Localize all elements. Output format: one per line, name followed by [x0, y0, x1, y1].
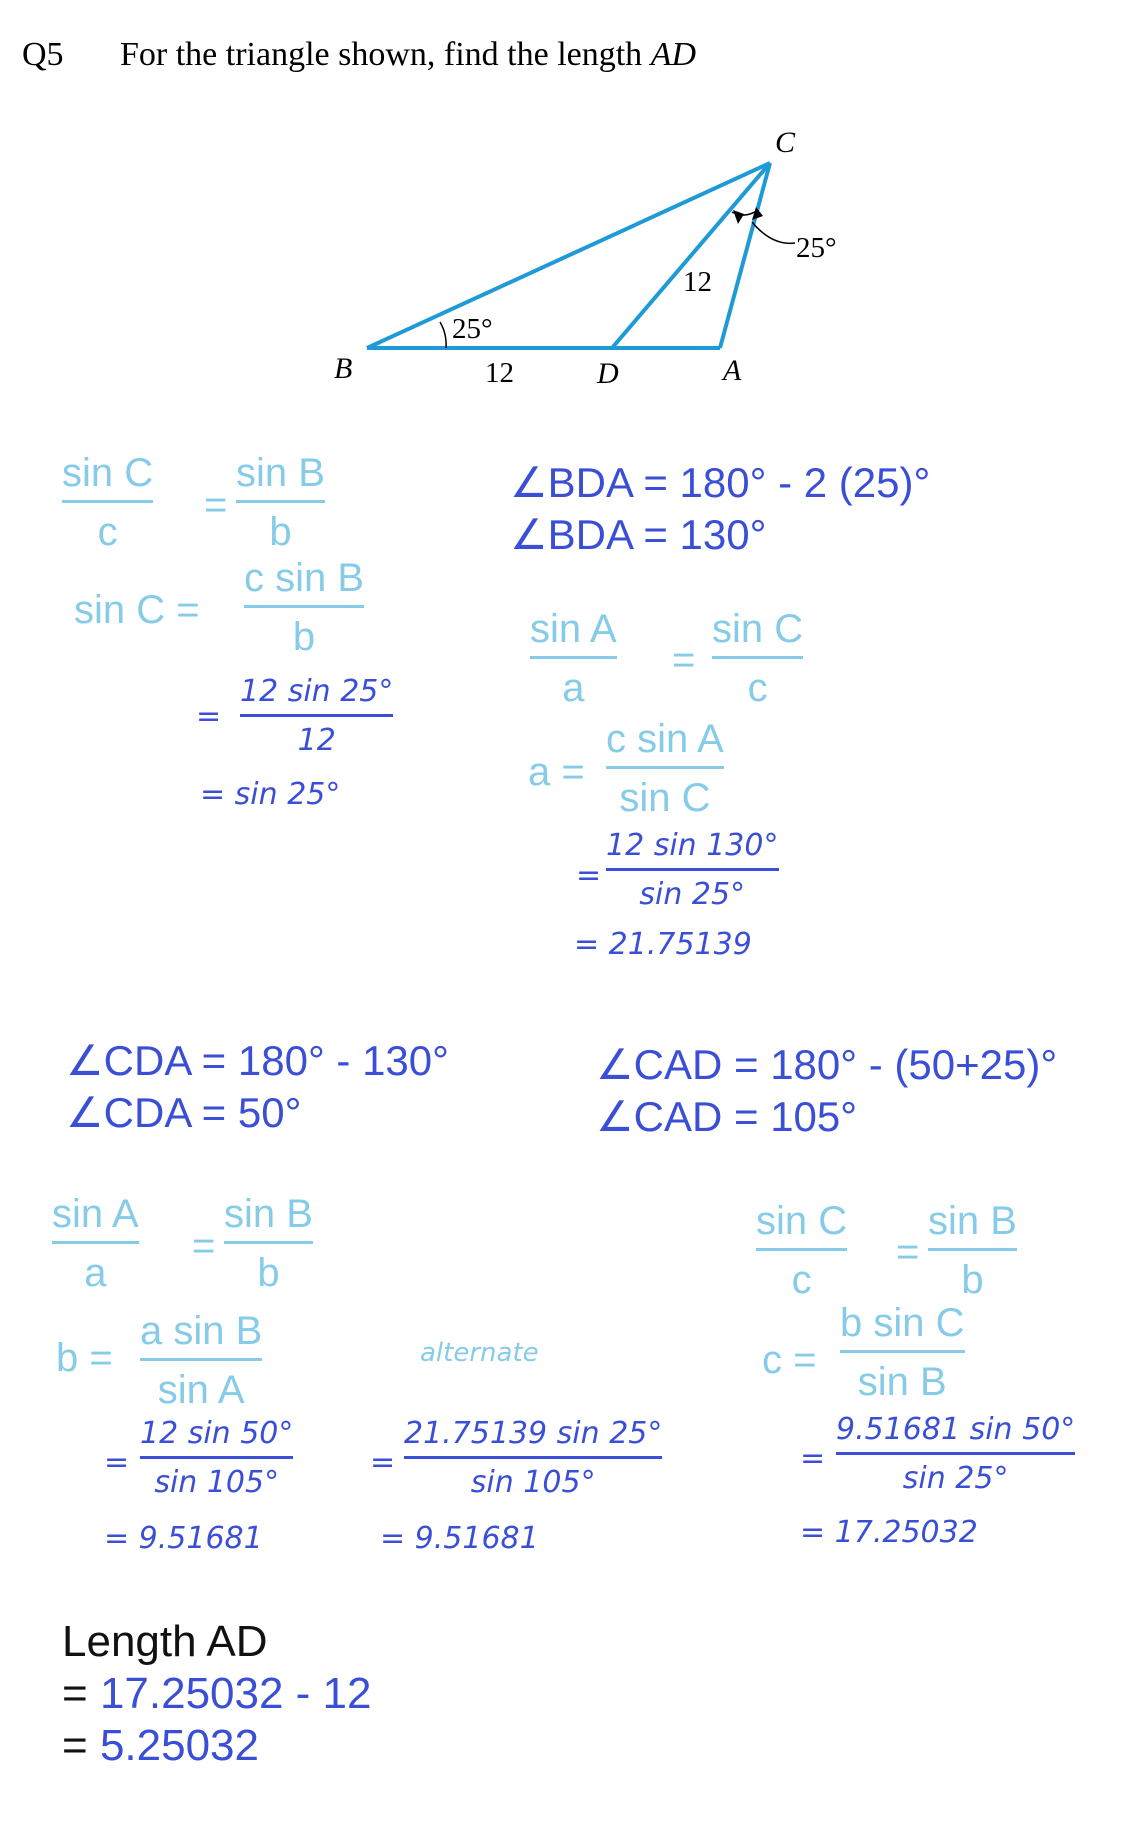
question-prompt: For the triangle shown, find the length [120, 36, 643, 73]
b3-result: = 9.51681 [104, 1521, 263, 1556]
arrowhead-right [752, 207, 763, 220]
b2-sub-eq: = [576, 858, 602, 893]
b3-alt-result: = 9.51681 [380, 1521, 539, 1556]
angle-marks [440, 210, 795, 348]
vertex-c-label: C [775, 126, 796, 159]
b4-sub-frac: 9.51681 sin 50° sin 25° [836, 1412, 1076, 1496]
vertex-d-label: D [597, 357, 619, 390]
b1-solve-lhs: sin C = [74, 588, 200, 632]
answer-line2: = 5.25032 [62, 1721, 259, 1770]
b3-solve-frac: a sin B sin A [140, 1309, 263, 1412]
b2-law-lhs: sin A a [530, 607, 617, 710]
b3-alt-frac: 21.75139 sin 25° sin 105° [404, 1416, 663, 1500]
b1-sub-eq: = [196, 699, 222, 734]
b2-result: = 21.75139 [574, 927, 752, 962]
b2-bda-line1: ∠BDA = 180° - 2 (25)° [510, 459, 931, 506]
b4-solve-frac: b sin C sin B [840, 1301, 965, 1404]
b4-cad-line2: ∠CAD = 105° [596, 1093, 858, 1140]
angle-c-leader [752, 222, 795, 243]
b2-law-rhs: sin C c [712, 607, 804, 710]
b4-law-eq: = [896, 1230, 920, 1274]
b1-sub-frac: 12 sin 25° 12 [240, 674, 394, 758]
b1-law-lhs: sin C c [62, 451, 154, 554]
b2-bda-line2: ∠BDA = 130° [510, 511, 767, 558]
b3-law-eq: = [192, 1224, 216, 1268]
b3-law-lhs: sin A a [52, 1192, 139, 1295]
b3-cda-line2: ∠CDA = 50° [66, 1089, 302, 1136]
angle-c-label: 25° [796, 232, 837, 264]
vertex-b-label: B [334, 352, 353, 385]
b2-solve-lhs: a = [528, 750, 585, 794]
question-number: Q5 [22, 36, 64, 73]
b4-sub-eq: = [800, 1441, 826, 1476]
b3-alt-eq: = [370, 1445, 396, 1480]
b3-sub-frac: 12 sin 50° sin 105° [140, 1416, 294, 1500]
b4-result: = 17.25032 [800, 1515, 978, 1550]
vertex-a-label: A [723, 354, 742, 387]
b3-solve-lhs: b = [56, 1336, 113, 1380]
angle-b-label: 25° [452, 313, 493, 345]
arrowhead-left [733, 210, 744, 224]
b1-law-eq: = [204, 483, 228, 527]
b4-law-lhs: sin C c [756, 1199, 848, 1302]
b2-solve-frac: c sin A sin C [606, 717, 724, 820]
b2-law-eq: = [672, 638, 696, 682]
side-cd-label: 12 [683, 266, 712, 298]
question-target: AD [650, 36, 697, 73]
b1-solve-frac: c sin B b [244, 556, 365, 659]
b4-cad-line1: ∠CAD = 180° - (50+25)° [596, 1041, 1058, 1088]
b4-law-rhs: sin B b [928, 1199, 1017, 1302]
b1-law-rhs: sin B b [236, 451, 325, 554]
b1-result: = sin 25° [200, 777, 341, 812]
side-bd-label: 12 [485, 357, 514, 389]
answer-heading: Length AD [62, 1617, 268, 1666]
triangle-figure [0, 0, 1132, 400]
b3-law-rhs: sin B b [224, 1192, 313, 1295]
b3-cda-line1: ∠CDA = 180° - 130° [66, 1037, 449, 1084]
triangle-lines [367, 163, 770, 348]
angle-b-arc [440, 322, 446, 348]
alternate-label: alternate [420, 1338, 539, 1368]
b2-sub-frac: 12 sin 130° sin 25° [606, 828, 779, 912]
b4-solve-lhs: c = [762, 1338, 817, 1382]
side-bc [367, 163, 770, 348]
b3-sub-eq: = [104, 1445, 130, 1480]
answer-line1: = 17.25032 - 12 [62, 1669, 372, 1718]
